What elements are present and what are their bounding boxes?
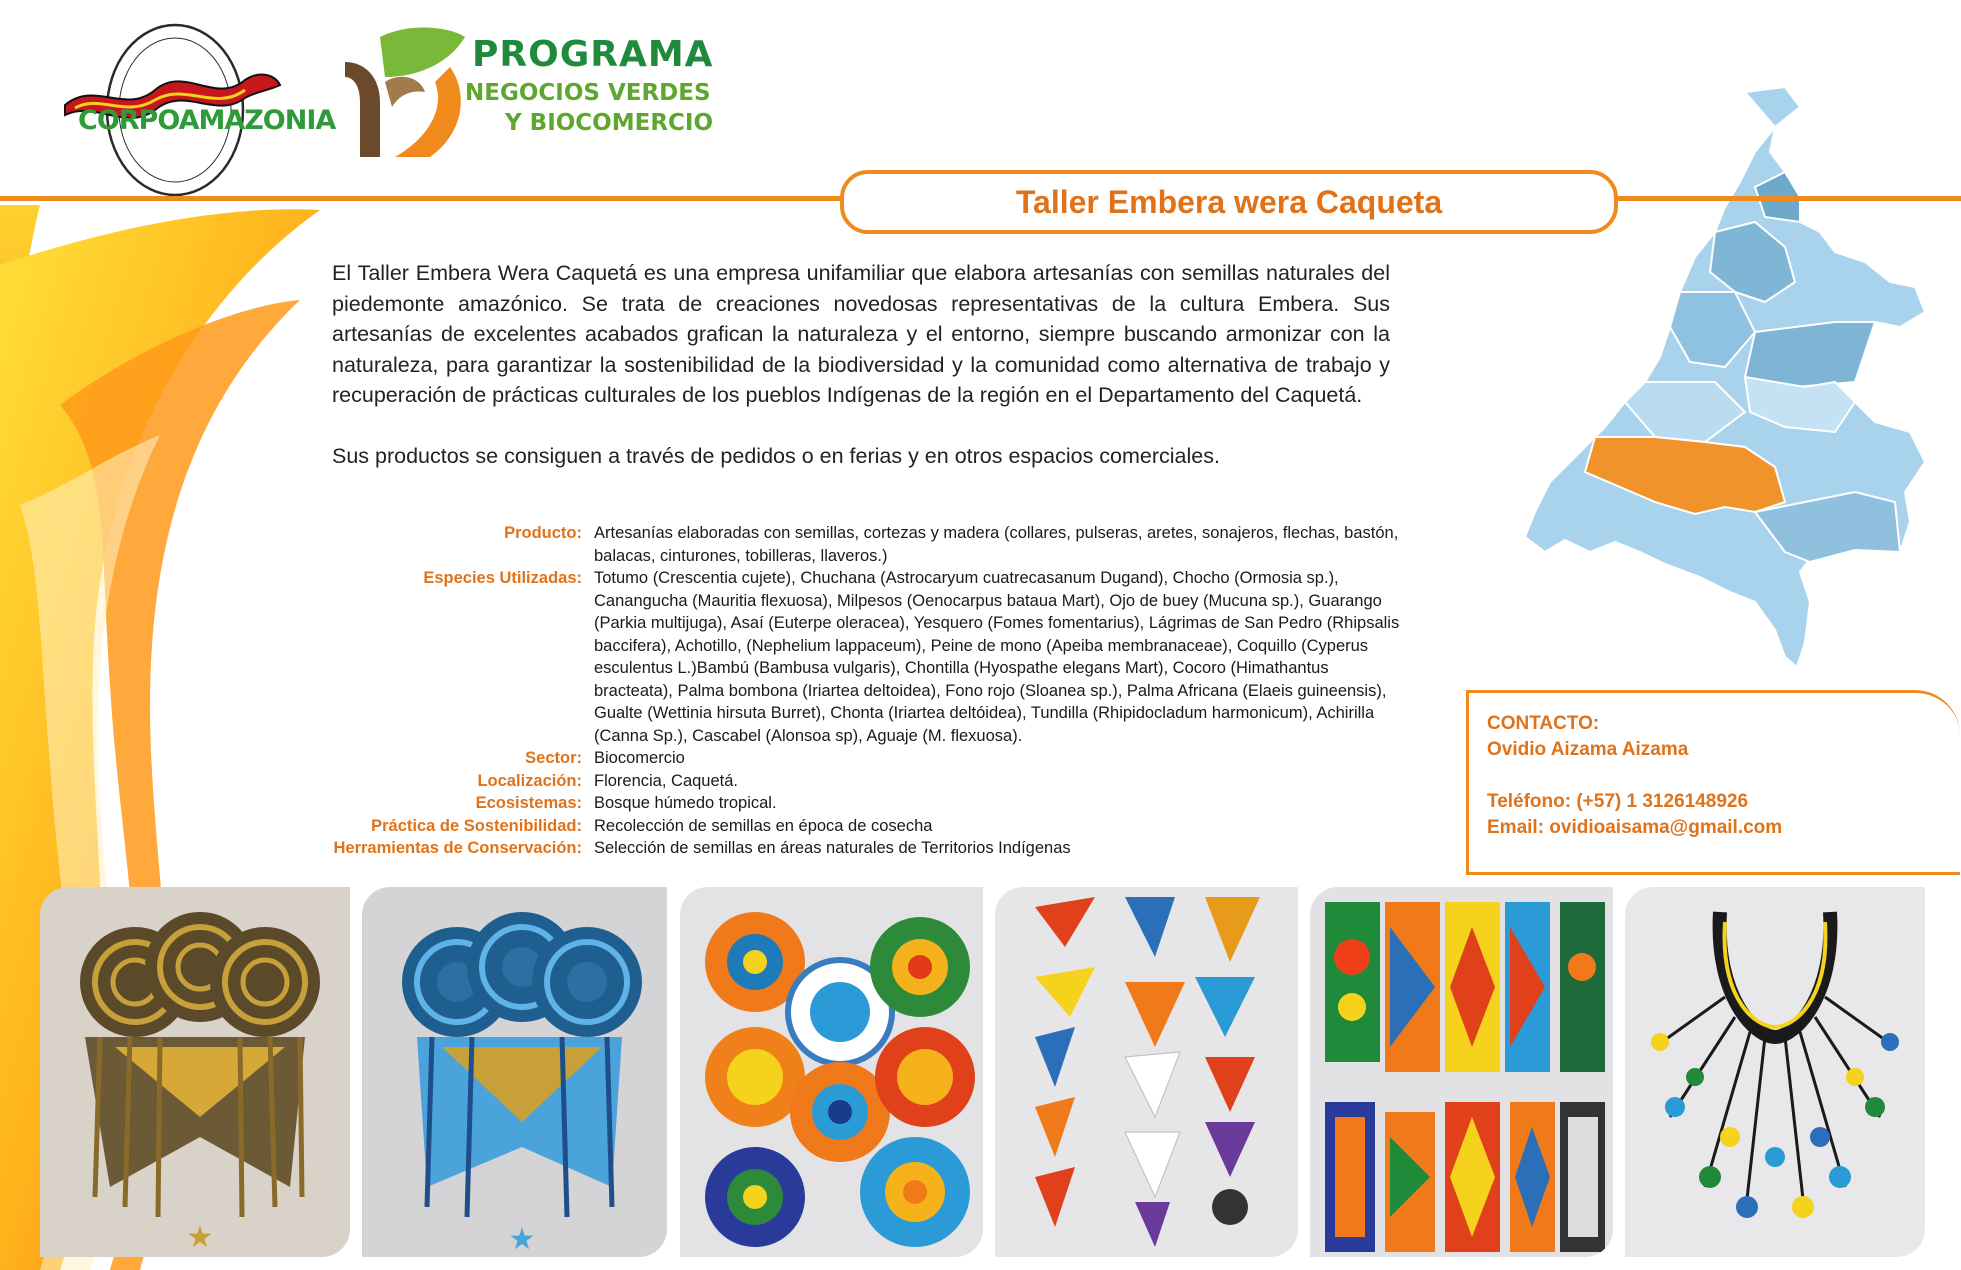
contact-heading: CONTACTO: xyxy=(1487,713,1600,734)
detail-value: Totumo (Crescentia cujete), Chuchana (Astrocaryum cuatrecasanum Dugand), Chocho (Ormosia sp.), Canangucha (Mauritia flexuosa), Milpesos (Oenocarpus bataua Mart), Ojo de buey (Mucuna sp.), Guarango (Parkia multijuga), Asaí (Euterpe oleracea), Yesquero (Fomes fomentarius), Lágrimas de San Pedro (Rhipsalis baccifera), Achotillo, (Nephelium lappaceum), Peine de mono (Apeiba membranaceae), Coquillo (Cyperus esculentus L.)Bambú (Bambusa vulgaris), Chontilla (Hyospathe elegans Mart), Cocoro (Himathantus bracteata), Palma bombona (Iriartea deltoidea), Fono rojo (Sloanea sp.), Palma Africana (Elaeis guineensis), Gualte (Wettinia hirsuta Burret), Chonta (Iriartea deltóidea), Tundilla (Rhipidocladum harmonicum), Achirilla (Canna Sp.), Cascabel (Alonsoa sp), Aguaje (M. flexuosa). xyxy=(594,569,1400,745)
corpoamazonia-wordmark: CORPOAMAZONIA xyxy=(78,105,336,136)
detail-value: Selección de semillas en áreas naturales de Territorios Indígenas xyxy=(594,839,1071,857)
contact-name: Ovidio Aizama Aizama xyxy=(1487,739,1689,760)
intro-text xyxy=(332,258,1390,501)
detail-row-localizacion xyxy=(332,770,1412,793)
svg-text:★: ★ xyxy=(508,1223,536,1256)
detail-label: Producto: xyxy=(504,524,582,542)
detail-row-sector xyxy=(332,747,1412,770)
detail-value: Artesanías elaboradas con semillas, cortezas y madera (collares, pulseras, aretes, sonajeros, flechas, bastón, balacas, cinturones, tobilleras, llaveros.) xyxy=(594,524,1399,565)
detail-label: Práctica de Sostenibilidad: xyxy=(371,816,582,835)
program-subtitle-1: NEGOCIOS VERDES xyxy=(465,80,711,106)
photo-beaded-bracelets xyxy=(1310,887,1613,1257)
detail-row-herramientas xyxy=(332,837,1412,860)
detail-row-producto xyxy=(332,522,1412,567)
detail-label: Herramientas de Conservación: xyxy=(333,839,582,857)
detail-label: Sector: xyxy=(525,749,582,767)
detail-value: Bosque húmedo tropical. xyxy=(594,794,777,812)
photo-beaded-necklace xyxy=(1625,887,1925,1257)
detail-label: Ecosistemas: xyxy=(475,794,582,812)
title-banner xyxy=(840,170,1618,234)
intro-paragraph-1: El Taller Embera Wera Caquetá es una empresa unifamiliar que elabora artesanías con semillas naturales del piedemonte amazónico. Se trata de creaciones novedosas representativas de la cultura Embera. Sus artesanías de excelentes acabados grafican la naturaleza y el entorno, siempre buscando armonizar con la naturaleza, para garantizar la sostenibilidad de la biodiversidad y la comunidad como alternativa de trabajo y recuperación de prácticas culturales de los pueblos Indígenas de la región en el Departamento del Caquetá. xyxy=(332,261,1390,407)
contact-box xyxy=(1466,690,1960,875)
svg-text:★: ★ xyxy=(186,1221,214,1254)
photo-beaded-flowers xyxy=(680,887,983,1257)
detail-row-practica xyxy=(332,815,1412,838)
program-title: PROGRAMA xyxy=(472,34,714,75)
detail-value: Biocomercio xyxy=(594,749,685,767)
photo-earring-blue xyxy=(362,887,667,1257)
contact-email[interactable]: Email: ovidioaisama@gmail.com xyxy=(1487,817,1783,838)
program-subtitle-2: Y BIOCOMERCIO xyxy=(505,110,714,136)
intro-paragraph-2: Sus productos se consiguen a través de pedidos o en ferias y en otros espacios comerciales. xyxy=(332,443,1220,468)
photo-earring-gold xyxy=(40,887,350,1257)
page-title: Taller Embera wera Caqueta xyxy=(1015,183,1443,220)
negocios-verdes-logo xyxy=(340,22,470,162)
detail-value: Recolección de semillas en época de cosecha xyxy=(594,816,933,835)
detail-row-especies xyxy=(332,567,1412,747)
details-list xyxy=(332,522,1412,860)
detail-row-ecosistemas xyxy=(332,792,1412,815)
contact-box-bottom xyxy=(1466,872,1960,875)
photo-beaded-earrings xyxy=(995,887,1298,1257)
detail-value: Florencia, Caquetá. xyxy=(594,771,738,790)
detail-label: Especies Utilizadas: xyxy=(423,569,582,587)
detail-label: Localización: xyxy=(477,771,582,790)
contact-phone[interactable]: Teléfono: (+57) 1 3126148926 xyxy=(1487,791,1749,812)
